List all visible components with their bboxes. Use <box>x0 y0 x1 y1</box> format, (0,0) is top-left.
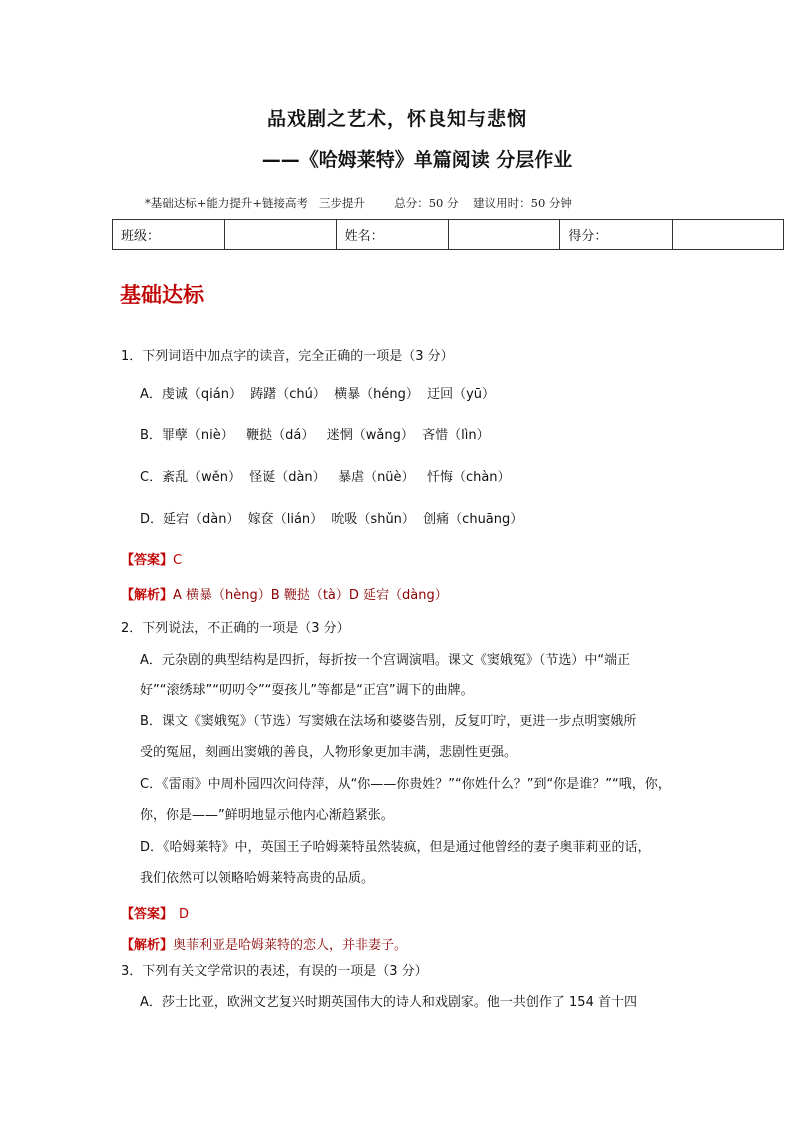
q1-stem: 1．下列词语中加点字的读音，完全正确的一项是（3 分） <box>121 349 454 364</box>
q2-option-a-line2: 好”“滚绣球”“叨叨令”“耍孩儿”等都是“正宫”调下的曲牌。 <box>140 683 474 698</box>
student-info-table <box>112 219 784 250</box>
q1-option-d: D．延宕（dàn） 嫁奁（lián） 吮吸（shǔn） 创痛（chuāng） <box>140 512 524 527</box>
explain-label: 【解析】 <box>121 938 174 953</box>
q2-option-a-line1: A．元杂剧的典型结构是四折，每折按一个宫调演唱。课文《窦娥冤》（节选）中“端正 <box>140 653 631 668</box>
section-title: 基础达标 <box>120 282 204 307</box>
q1-option-c: C．紊乱（wěn） 怪诞（dàn） 暴虐（nüè） 忏悔（chàn） <box>140 470 511 485</box>
q2-option-b-line2: 受的冤屈，刻画出窦娥的善良，人物形象更加丰满，悲剧性更强。 <box>140 745 518 760</box>
q1-option-a: A．虔诚（qián） 踌躇（chú） 横暴（héng） 迂回（yū） <box>140 387 496 402</box>
answer-label: 【答案】 <box>121 553 174 568</box>
explain-text: A 横暴（hèng）B 鞭挞（tà）D 延宕（dàng） <box>173 588 448 603</box>
q1-option-b: B．罪孽（niè） 鞭挞（dá） 迷惘（wǎng） 吝惜（lìn） <box>140 428 490 443</box>
q2-option-d-line1: D．《哈姆莱特》中，英国王子哈姆莱特虽然装疯，但是通过他曾经的妻子奥菲莉亚的话， <box>140 840 651 855</box>
score-label: 得分： <box>560 220 672 250</box>
answer-value: C <box>173 553 183 568</box>
q3-option-a-line1: A．莎士比亚，欧洲文艺复兴时期英国伟大的诗人和戏剧家。他一共创作了 154 首十四 <box>140 995 637 1010</box>
q1-explanation <box>121 584 448 603</box>
q1-answer <box>121 549 182 568</box>
document-title: 品戏剧之艺术，怀良知与悲悯 <box>266 108 527 130</box>
q2-explanation <box>121 934 407 953</box>
q2-option-d-line2: 我们依然可以领略哈姆莱特高贵的品质。 <box>140 871 375 886</box>
assignment-meta: *基础达标+能力提升+链接高考 三步提升 总分：50 分 建议用时：50 分钟 <box>145 196 572 210</box>
document-subtitle: ——《哈姆莱特》单篇阅读 分层作业 <box>261 149 573 171</box>
q2-answer <box>121 903 189 922</box>
q2-option-c-line1: C．《雷雨》中周朴园四次问侍萍，从“你——你贵姓？”“你姓什么？”到“你是谁？”“哦，你， <box>140 777 671 792</box>
class-field[interactable] <box>225 220 336 250</box>
explain-text: 奥菲利亚是哈姆莱特的恋人，并非妻子。 <box>173 938 408 953</box>
name-label: 姓名： <box>336 220 448 250</box>
q3-stem: 3．下列有关文学常识的表述，有误的一项是（3 分） <box>121 964 428 979</box>
q2-option-b-line1: B．课文《窦娥冤》（节选）写窦娥在法场和婆婆告别，反复叮咛，更进一步点明窦娥所 <box>140 714 637 729</box>
q2-stem: 2．下列说法，不正确的一项是（3 分） <box>121 621 350 636</box>
class-label: 班级： <box>113 220 225 250</box>
score-field[interactable] <box>672 220 783 250</box>
name-field[interactable] <box>449 220 560 250</box>
answer-value: D <box>179 907 190 922</box>
q2-option-c-line2: 你，你是——”鲜明地显示他内心渐趋紧张。 <box>140 808 394 823</box>
explain-label: 【解析】 <box>121 588 174 603</box>
answer-label: 【答案】 <box>121 907 174 922</box>
